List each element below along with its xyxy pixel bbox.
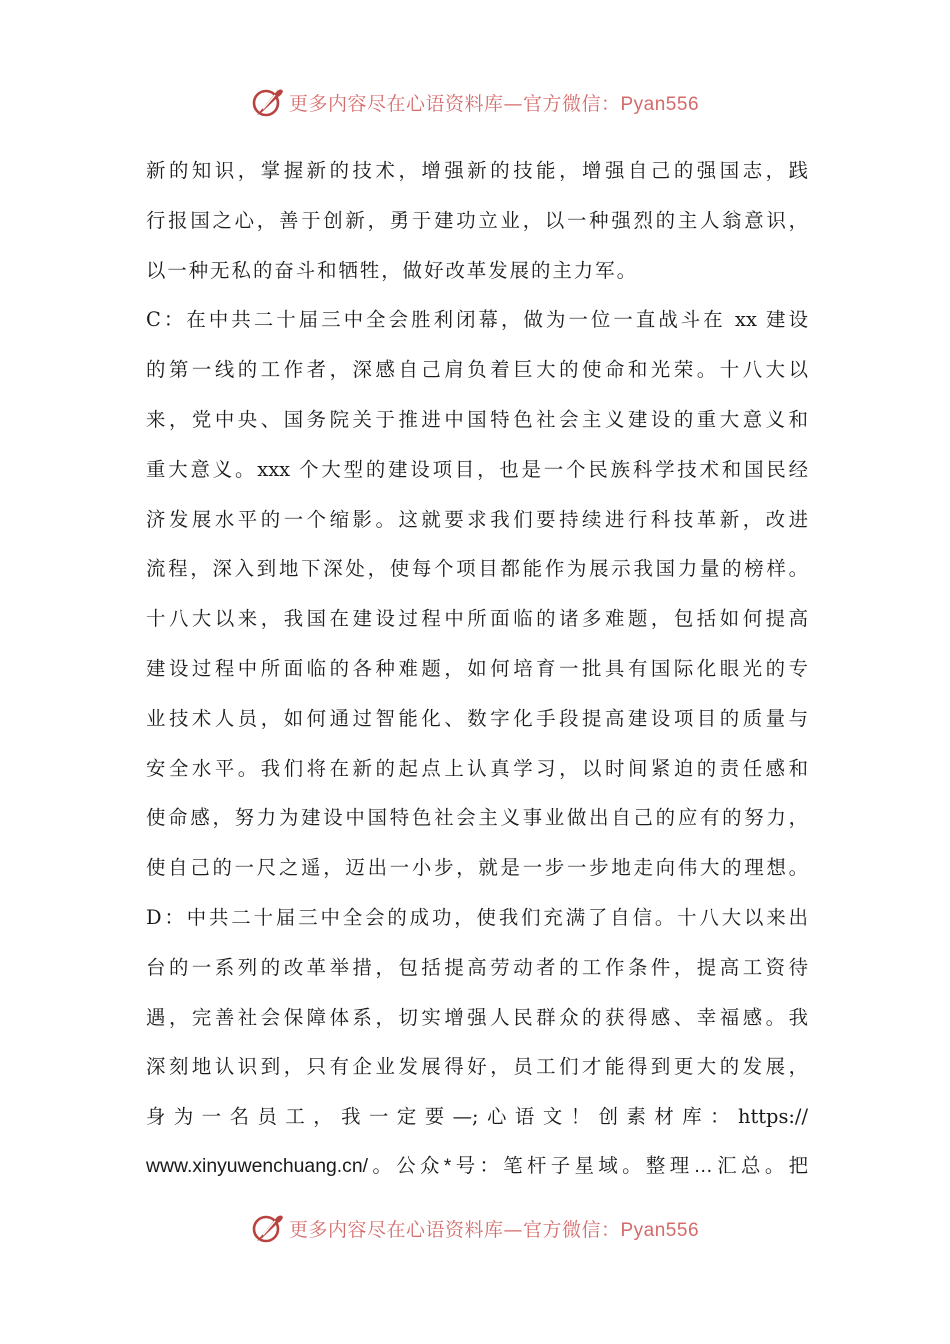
text-line: 流程，深入到地下深处，使每个项目都能作为展示我国力量的榜样。 — [146, 557, 808, 581]
text-line: 台的一系列的改革举措，包括提高劳动者的工作条件，提高工资待 — [146, 955, 808, 979]
text-line: 以一种无私的奋斗和牺牲，做好改革发展的主力军。 — [146, 258, 638, 282]
wechat-id: Pyan556 — [620, 93, 700, 115]
document-body — [146, 146, 808, 1192]
footer-watermark-banner — [0, 1208, 950, 1248]
wechat-id: Pyan556 — [620, 1219, 700, 1241]
quill-pen-circle-icon — [251, 85, 285, 119]
text-line: 安全水平。我们将在新的起点上认真学习，以时间紧迫的责任感和 — [146, 756, 808, 780]
text-line: 济发展水平的一个缩影。这就要求我们要持续进行科技革新，改进 — [146, 507, 808, 531]
text-line: 行报国之心，善于创新，勇于建功立业，以一种强烈的主人翁意识， — [146, 208, 808, 232]
text-line: 使自己的一尺之遥，迈出一小步，就是一步一步地走向伟大的理想。 — [146, 856, 808, 880]
text-line: 身为一名员工，我一定要—;心语文！创素材库：https:// — [146, 1105, 808, 1129]
text-line: 遇，完善社会保障体系，切实增强人民群众的获得感、幸福感。我 — [146, 1005, 808, 1029]
text-line: 业技术人员，如何通过智能化、数字化手段提高建设项目的质量与 — [146, 706, 808, 730]
text-line: 十八大以来，我国在建设过程中所面临的诸多难题，包括如何提高 — [146, 607, 808, 631]
text-line: 新的知识，掌握新的技术，增强新的技能，增强自己的强国志，践 — [146, 159, 808, 182]
text-line: D：中共二十届三中全会的成功，使我们充满了自信。十八大以来出 — [146, 905, 808, 929]
text-line: 重大意义。xxx 个大型的建设项目，也是一个民族科学技术和国民经 — [146, 457, 808, 481]
text-line: 使命感，努力为建设中国特色社会主义事业做出自己的应有的努力， — [146, 806, 808, 830]
text-line-url: www.xinyuwenchuang.cn/。公众*号：笔杆子星域。整理…汇总。把 — [146, 1154, 808, 1177]
text-line: 的第一线的工作者，深感自己肩负着巨大的使命和光荣。十八大以 — [146, 358, 808, 382]
banner-text: 更多内容尽在心语资料库—官方微信：Pyan556 — [288, 1218, 700, 1241]
text-line: 建设过程中所面临的各种难题，如何培育一批具有国际化眼光的专 — [146, 656, 808, 680]
header-watermark-banner — [0, 82, 950, 122]
quill-pen-circle-icon — [251, 1211, 285, 1245]
text-line: 深刻地认识到，只有企业发展得好，员工们才能得到更大的发展， — [146, 1055, 808, 1079]
text-line: 来，党中央、国务院关于推进中国特色社会主义建设的重大意义和 — [146, 407, 808, 431]
text-line: C：在中共二十届三中全会胜利闭幕，做为一位一直战斗在 xx 建设 — [146, 308, 808, 332]
banner-text: 更多内容尽在心语资料库—官方微信：Pyan556 — [288, 92, 700, 115]
